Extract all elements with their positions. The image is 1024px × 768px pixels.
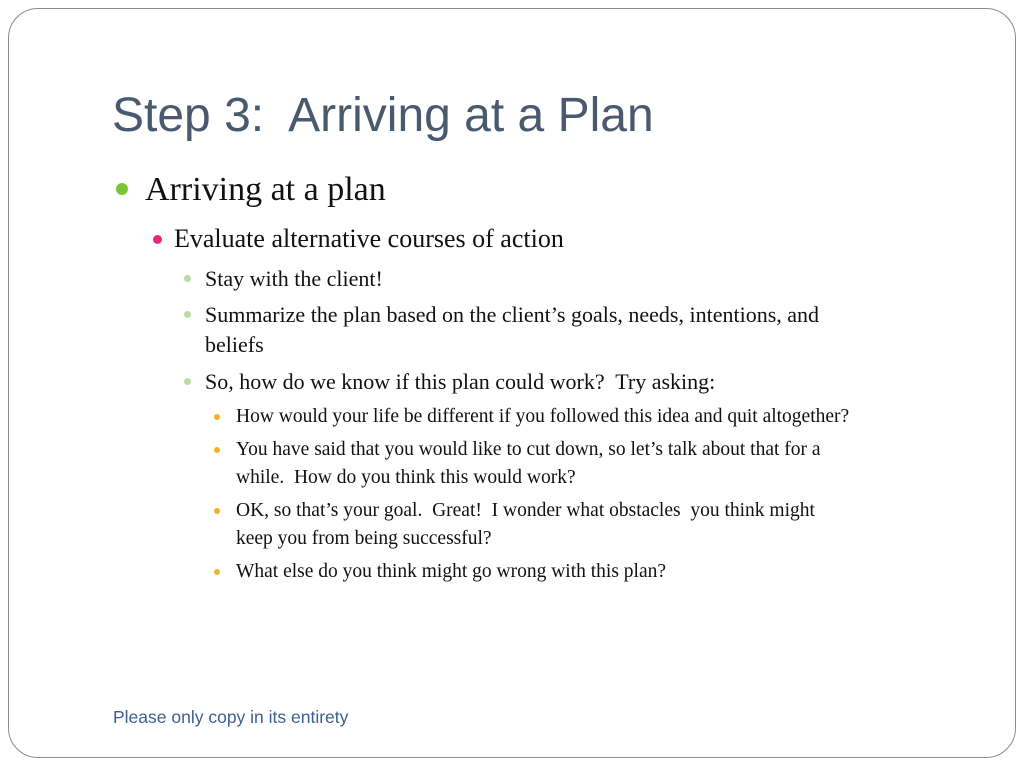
green-bullet-icon bbox=[116, 183, 128, 195]
bullet-level4-text: How would your life be different if you followed this idea and quit altogether? bbox=[236, 406, 850, 427]
bullet-level1-text: Arriving at a plan bbox=[145, 171, 386, 208]
bullet-level3-text: So, how do we know if this plan could work? Try asking: bbox=[205, 369, 716, 394]
bullet-level4-text: OK, so that’s your goal. Great! I wonder what obstacles you think might bbox=[236, 500, 815, 521]
light-green-bullet-icon bbox=[184, 275, 191, 282]
yellow-bullet-icon bbox=[214, 414, 220, 420]
light-green-bullet-icon bbox=[184, 311, 191, 318]
bullet-level4-text: What else do you think might go wrong with this plan? bbox=[236, 561, 667, 582]
bullet-level4-text: You have said that you would like to cut down, so let’s talk about that for a bbox=[236, 439, 821, 460]
bullet-level3-text: Stay with the client! bbox=[205, 266, 383, 291]
slide-footer: Please only copy in its entirety bbox=[113, 707, 349, 727]
bullet-level2-text: Evaluate alternative courses of action bbox=[174, 224, 564, 253]
yellow-bullet-icon bbox=[214, 569, 220, 575]
light-green-bullet-icon bbox=[184, 378, 191, 385]
bullet-level4-text-continued: keep you from being successful? bbox=[236, 528, 492, 549]
yellow-bullet-icon bbox=[214, 508, 220, 514]
pink-bullet-icon bbox=[153, 235, 162, 244]
bullet-level3-text: Summarize the plan based on the client’s goals, needs, intentions, and bbox=[205, 302, 820, 327]
slide-title: Step 3: Arriving at a Plan bbox=[112, 89, 654, 142]
bullet-level4-text-continued: while. How do you think this would work? bbox=[236, 467, 576, 488]
bullet-level3-text-continued: beliefs bbox=[205, 332, 264, 357]
yellow-bullet-icon bbox=[214, 447, 220, 453]
